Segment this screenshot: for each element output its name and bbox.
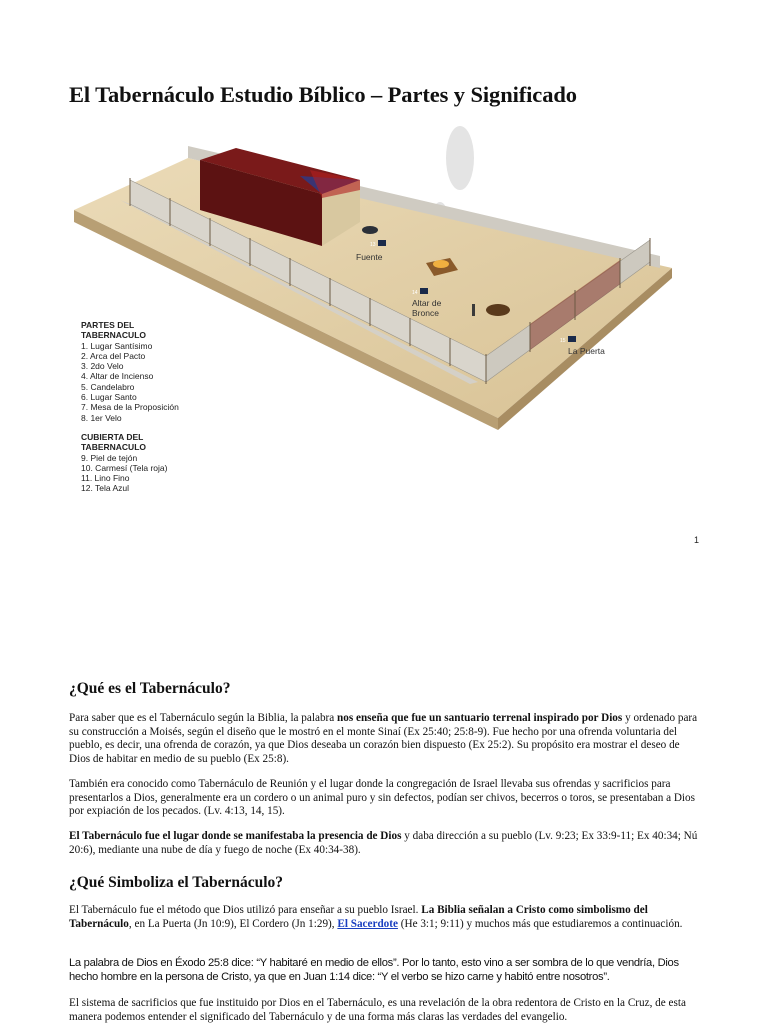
paragraph: El Tabernáculo fue el lugar donde se manifestaba la presencia de Dios y daba dirección a su pueblo (Lv. 9:23; Ex 33:9-11; Ex 40:34; Nú 20:6), mediante una nube de día y fuego de noche (Ex 40:34-38).	[69, 830, 698, 856]
page-title: El Tabernáculo Estudio Bíblico – Partes y Significado	[69, 82, 577, 107]
legend-item: 12. Tela Azul	[81, 483, 130, 494]
smoke-cloud	[446, 126, 474, 190]
legend-item: 7. Mesa de la Proposición	[81, 402, 179, 413]
legend-heading: PARTES DEL	[81, 320, 135, 330]
label-fuente: Fuente	[356, 252, 383, 262]
legend-item: 1. Lugar Santísimo	[81, 340, 153, 351]
marker-14	[420, 288, 428, 294]
section-heading: ¿Qué Simboliza el Tabernáculo?	[69, 874, 284, 891]
link-el-sacerdote[interactable]: El Sacerdote	[337, 917, 398, 930]
priest	[472, 304, 475, 316]
laver	[362, 226, 378, 234]
legend-heading: TABERNACULO	[81, 442, 147, 453]
section-heading: ¿Qué es el Tabernáculo?	[69, 680, 231, 697]
legend-item: 4. Altar de Incienso	[81, 371, 154, 382]
paragraph: También era conocido como Tabernáculo de Reunión y el lugar donde la congregación de Israel llevaba sus ofrendas y sacrificios para presentarlos a Dios, generalmente era un cordero o un animal puro y sin defectos, podían ser chivos, becerros o toros, se presentaban a Dios por expiación de los pecados. (Lv. 4:13, 14, 15).	[69, 778, 695, 818]
legend-item: 9. Piel de tejón	[81, 452, 138, 463]
label-altar-line2: Bronce	[412, 308, 439, 318]
paragraph: El Tabernáculo fue el método que Dios utilizó para enseñar a su pueblo Israel. La Biblia señalan a Cristo como simbolismo del Tabernáculo, en La Puerta (Jn 10:9), El Cordero (Jn 1:29), El Sacerdote (He 3:1; 9:11) y muchos más que estudiaremos a continuación.	[69, 904, 683, 930]
marker-13-label: 13	[370, 242, 376, 248]
legend-item: 2. Arca del Pacto	[81, 350, 146, 361]
label-altar-line1: Altar de	[412, 298, 442, 308]
marker-15	[568, 336, 576, 342]
animal	[486, 304, 510, 316]
label-puerta: La Puerta	[568, 346, 605, 356]
figure-legend	[81, 320, 179, 494]
legend-item: 11. Lino Fino	[81, 473, 130, 484]
paragraph: La palabra de Dios en Éxodo 25:8 dice: “Y habitaré en medio de ellos”. Por lo tanto, esto vino a ser sombra de lo que vendría, Dios hecho hombre en la persona de Cristo, ya que en Juan 1:14 dice: “Y el verbo se hizo carne y habitó entre nosotros”.	[69, 957, 679, 983]
legend-item: 10. Carmesí (Tela roja)	[81, 462, 168, 473]
legend-item: 3. 2do Velo	[81, 361, 124, 372]
legend-item: 6. Lugar Santo	[81, 392, 137, 403]
paragraph: El sistema de sacrificios que fue instituido por Dios en el Tabernáculo, es una revelación de la obra redentora de Cristo en la Cruz, de esta manera podemos entender el significado del Tabernáculo y de una forma más claras las verdades del evangelio.	[69, 997, 686, 1023]
marker-13	[378, 240, 386, 246]
marker-14-label: 14	[412, 290, 418, 296]
page-number: 1	[694, 535, 700, 545]
legend-item: 5. Candelabro	[81, 381, 135, 392]
legend-item: 8. 1er Velo	[81, 412, 122, 423]
altar-fire	[433, 260, 449, 268]
legend-heading: TABERNACULO	[81, 330, 147, 341]
legend-heading: CUBIERTA DEL	[81, 431, 144, 442]
marker-15-label: 15	[560, 338, 566, 344]
paragraph: Para saber que es el Tabernáculo según la Biblia, la palabra nos enseña que fue un santuario terrenal inspirado por Dios y ordenado para su construcción a Moisés, según el diseño que le mostró en el monte Sinaí (Ex 25:40; 25:8-9). Fue hecho por una ofrenda voluntaria del pueblo, es decir, una ofrenda de corazón, ya que Dios deseaba un corazón bien dispuesto (Ex 25:2). Su propósito era mostrar el deseo de Dios de habitar en medio de su pueblo (Ex 25:8).	[69, 712, 698, 765]
